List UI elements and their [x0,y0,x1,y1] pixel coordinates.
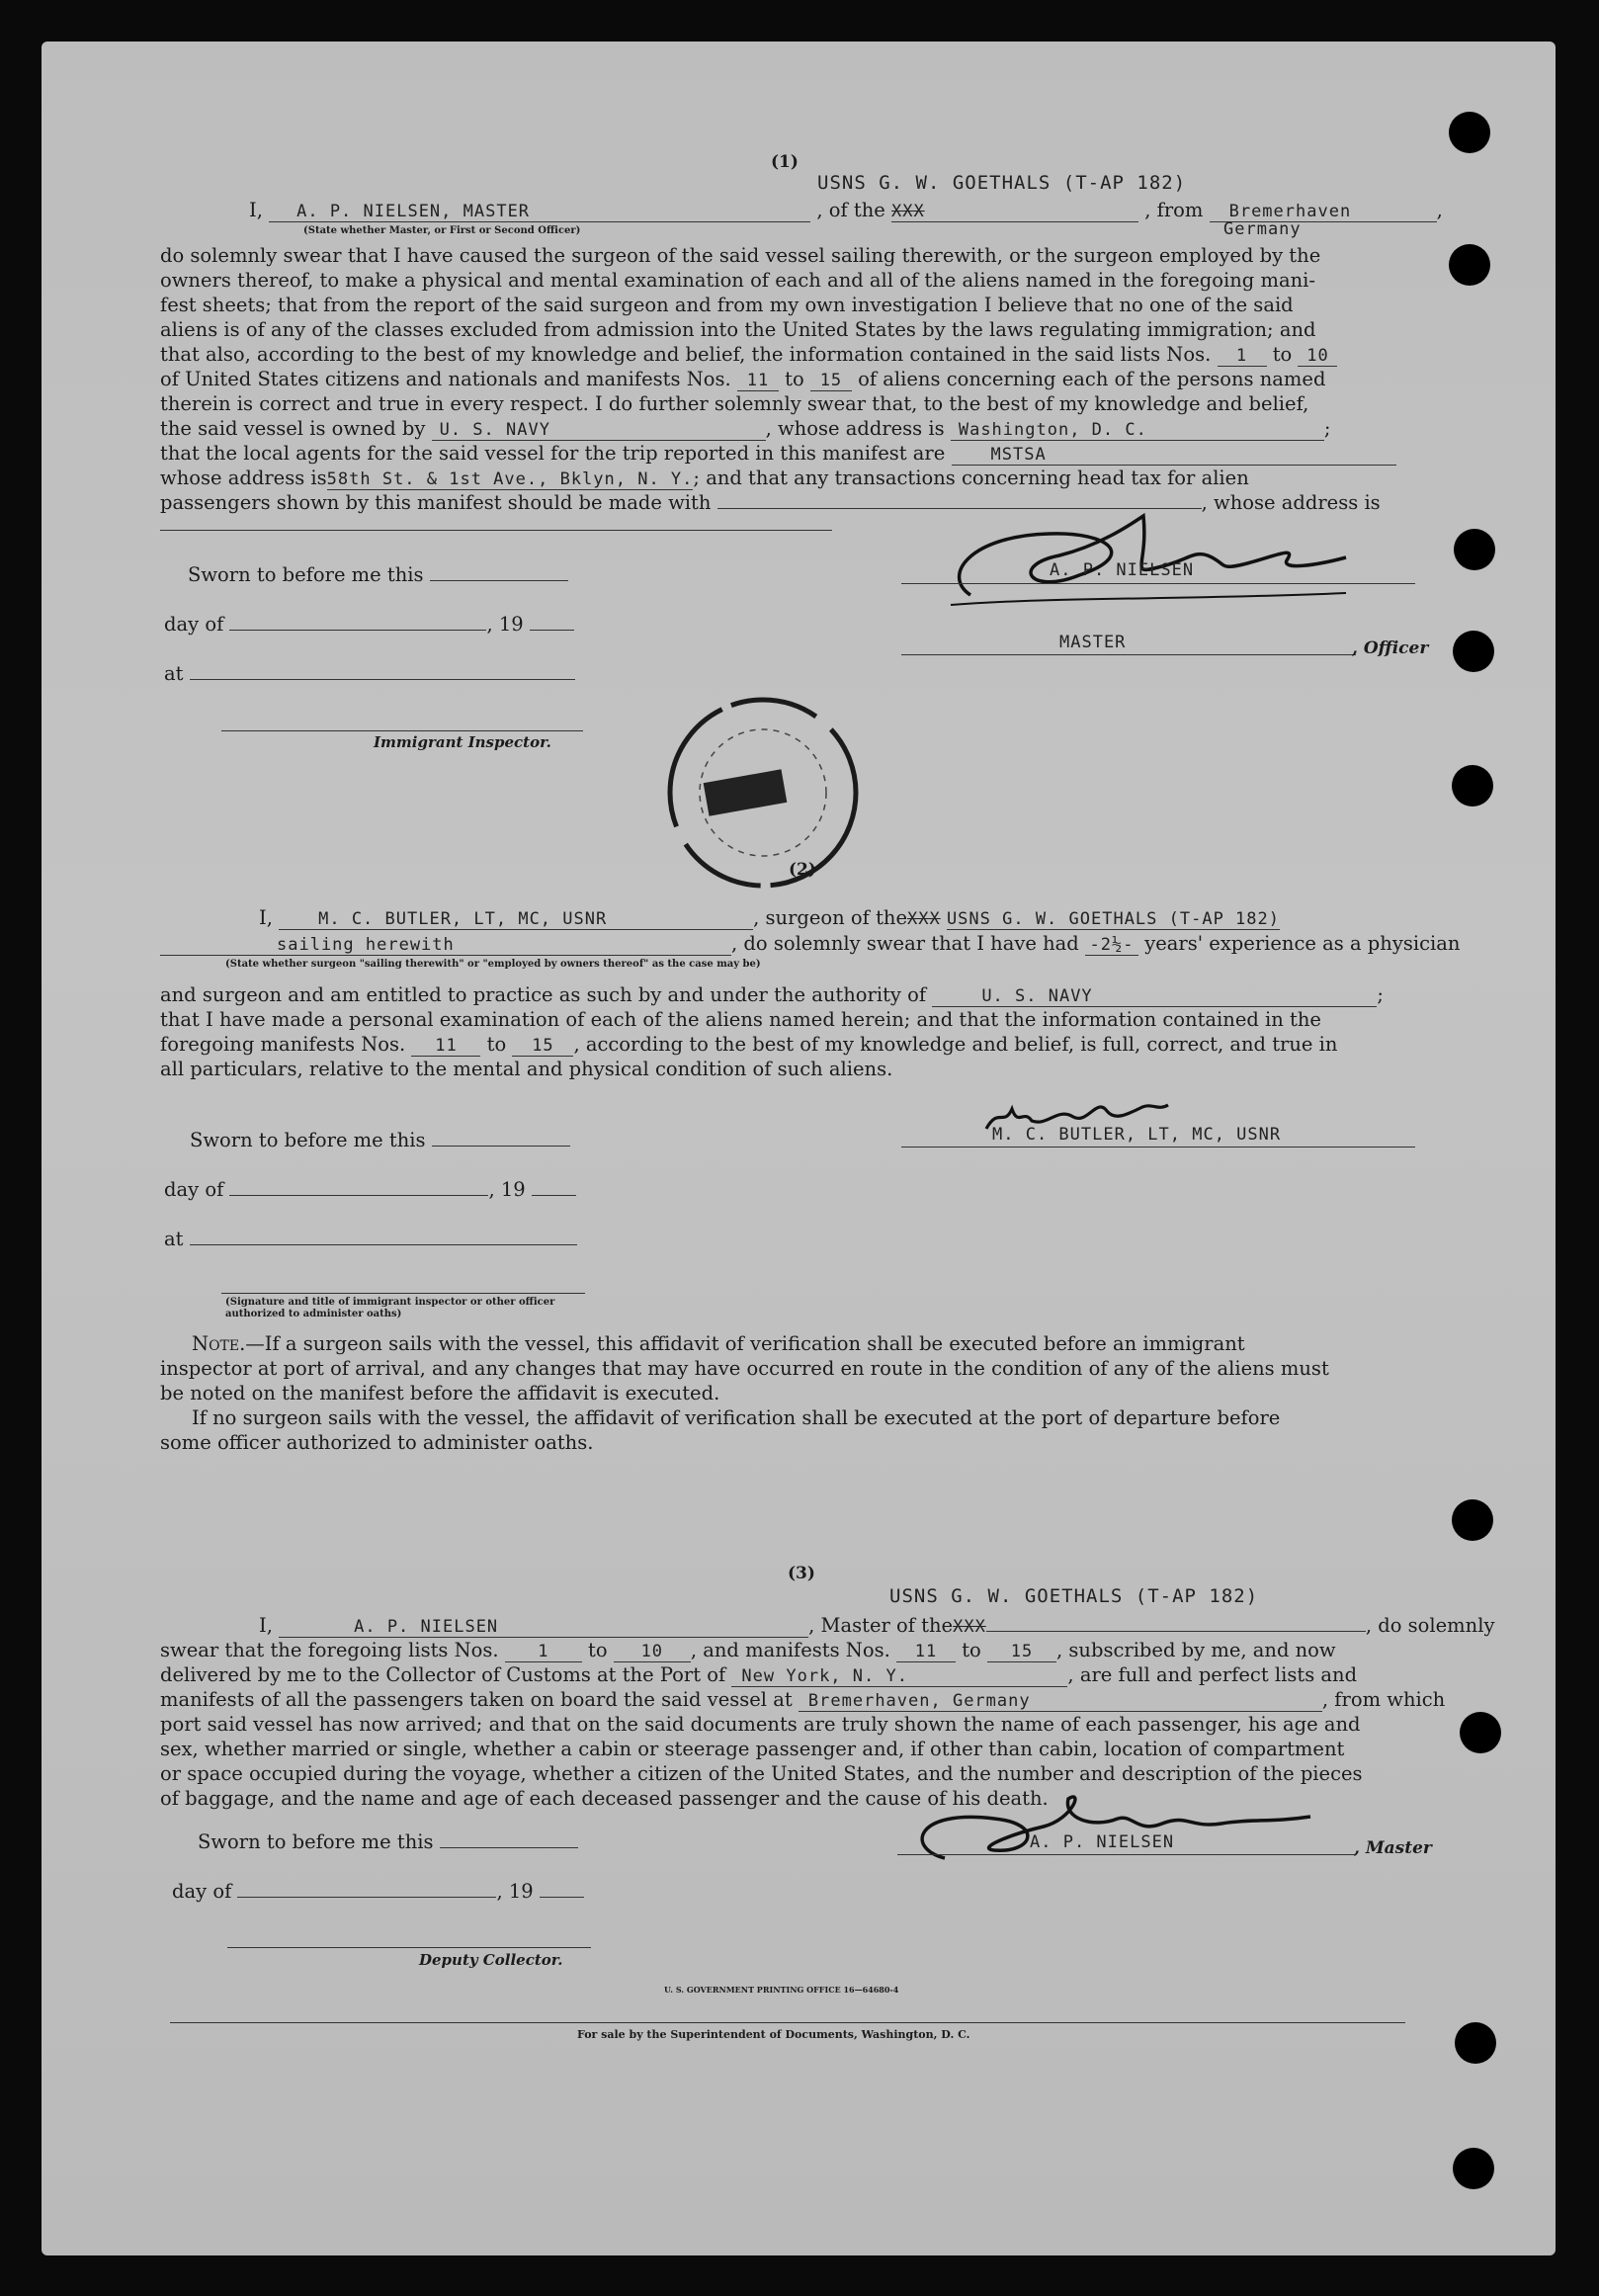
customs-port-line: delivered by me to the Collector of Customs at the Port of New York, N. Y. , are full and perfect lists and [160,1663,1358,1686]
departure-port-field: Bremerhaven [1210,202,1437,222]
collector-caption: Deputy Collector. [419,1951,563,1969]
binder-hole [1452,765,1493,807]
sec3-manifests-to: 15 [987,1642,1056,1662]
sec2-manifests-to: 15 [512,1036,573,1057]
sec2-body-line: that I have made a personal examination of each of the aliens named herein; and that the information contained in the [160,1008,1321,1031]
sec1-body-line: owners thereof, to make a physical and mental examination of each and all of the aliens named in the foregoing mani- [160,269,1315,292]
sec1-body-line: fest sheets; that from the report of the said surgeon and from my own investigation I believe that no one of the said [160,294,1294,316]
master-name-field: A. P. NIELSEN, MASTER [269,202,810,222]
owner-field: U. S. NAVY [432,420,766,441]
binder-hole [1455,2022,1496,2064]
officer-label: , Officer [1352,638,1429,658]
master-signer-name-2: A. P. NIELSEN [1030,1832,1175,1852]
sale-note: For sale by the Superintendent of Documents, Washington, D. C. [577,2028,970,2041]
agents-line: that the local agents for the said vessel for the trip reported in this manifest are MSTSA [160,441,1474,466]
authority-field: U. S. NAVY [932,986,1377,1007]
manifest-page [42,42,1556,2255]
at-label: at [164,662,575,685]
departure-port-field: Bremerhaven, Germany [799,1691,1322,1712]
sailing-line: sailing herewith , do solemnly swear that I have had -2½- years' experience as a physician [160,931,1474,956]
sec3-body-line: port said vessel has now arrived; and that on the said documents are truly shown the name of each passenger, his age and [160,1713,1361,1736]
sec2-manifests-line: foregoing manifests Nos. 11 to 15 , according to the best of my knowledge and belief, is full, correct, and true in [160,1033,1338,1056]
section-number: (3) [788,1564,815,1583]
lists-line: that also, according to the best of my knowledge and belief, the information contained in the said lists Nos. 1 to 10 [160,342,1474,367]
note-line: Note.—If a surgeon sails with the vessel, this affidavit of verification shall be executed before an immigrant [192,1332,1245,1355]
binder-hole [1453,2148,1494,2189]
head-tax-line: passengers shown by this manifest should be made with , whose address is [160,491,1381,514]
rank-caption: (State whether Master, or First or Second Officer) [303,225,581,236]
surgeon-name-field: M. C. BUTLER, LT, MC, USNR [279,909,753,930]
sec3-lists-from: 1 [505,1642,582,1662]
manifests-to-field: 15 [810,371,852,391]
sworn-label: Sworn to before me this [198,1830,578,1853]
note-line: some officer authorized to administer oaths. [160,1431,594,1454]
label-from: , from [1144,199,1204,221]
agents-field: MSTSA [952,445,1396,466]
master-title: MASTER [1059,633,1127,652]
years-field: -2½- [1085,935,1138,956]
binder-hole [1454,529,1495,570]
section-number: (1) [771,152,799,172]
label-of-the: , of the [816,199,885,221]
manifests-from-field: 11 [737,371,779,391]
naturalization-stamp [615,694,911,892]
agents-address-line: whose address is58th St. & 1st Ave., Bklyn, N. Y.; and that any transactions concerning head tax for alien [160,467,1249,489]
note-line: be noted on the manifest before the affidavit is executed. [160,1382,720,1404]
note-line: If no surgeon sails with the vessel, the affidavit of verification shall be executed at the port of departure before [192,1406,1281,1429]
sec1-body-line: therein is correct and true in every respect. I do further solemnly swear that, to the best of my knowledge and belief, [160,392,1309,415]
sailing-field: sailing herewith [160,935,731,956]
departure-line: manifests of all the passengers taken on board the said vessel at Bremerhaven, Germany , from which [160,1688,1446,1711]
sec3-lists-to: 10 [614,1642,691,1662]
authority-line: and surgeon and am entitled to practice as such by and under the authority of U. S. NAVY ; [160,983,1384,1006]
vessel-name: USNS G. W. GOETHALS (T-AP 182) [817,172,1187,194]
lists-to-field: 10 [1298,346,1337,367]
country-text: Germany [1223,219,1302,239]
sec3-body-line: of baggage, and the name and age of each deceased passenger and the cause of his death. [160,1787,1049,1810]
master-signature-2 [895,1779,1320,1878]
master-line: I, A. P. NIELSEN, MASTER , of the XXX , from Bremerhaven , [249,199,1443,221]
sec1-body-line: do solemnly swear that I have caused the surgeon of the said vessel sailing therewith, or the surgeon employed by the [160,244,1321,267]
surgeon-line: I, M. C. BUTLER, LT, MC, USNR , surgeon of theXXX USNS G. W. GOETHALS (T-AP 182) [259,906,1280,929]
sec2-manifests-from: 11 [411,1036,480,1057]
printing-office-note: U. S. GOVERNMENT PRINTING OFFICE 16—64680-4 [664,1985,899,1995]
day-of-label: day of , 19 [164,613,574,636]
sec3-master-field: A. P. NIELSEN [279,1617,808,1638]
surgeon-caption: (State whether surgeon "sailing therewith" or "employed by owners thereof" as the case may be) [225,959,761,970]
vessel-name: USNS G. W. GOETHALS (T-AP 182) [889,1585,1259,1607]
sworn-label: Sworn to before me this [190,1129,570,1151]
note-line: inspector at port of arrival, and any changes that may have occurred en route in the condition of any of the aliens must [160,1357,1329,1380]
day-of-label: day of , 19 [172,1880,584,1903]
owner-address-field: Washington, D. C. [951,420,1324,441]
sec3-master-line: I, A. P. NIELSEN , Master of theXXX , do solemnly [259,1614,1495,1637]
customs-port-field: New York, N. Y. [731,1666,1067,1687]
owner-line: the said vessel is owned by U. S. NAVY , whose address is Washington, D. C. ; [160,417,1331,440]
binder-hole [1449,112,1490,153]
sec2-body-line: all particulars, relative to the mental and physical condition of such aliens. [160,1058,893,1080]
sec3-manifests-from: 11 [896,1642,956,1662]
lists-from-field: 1 [1218,346,1267,367]
sec3-body-line: or space occupied during the voyage, whether a citizen of the United States, and the number and description of the pieces [160,1762,1363,1785]
sec3-lists-line: swear that the foregoing lists Nos. 1 to 10 , and manifests Nos. 11 to 15 , subscribed by me, and now [160,1639,1336,1661]
surgeon-signer-name: M. C. BUTLER, LT, MC, USNR [992,1125,1282,1145]
inspector-title-caption: (Signature and title of immigrant inspector or other officer authorized to administer oaths) [225,1297,555,1319]
sec1-body-line: aliens is of any of the classes excluded from admission into the United States by the laws regulating immigration; and [160,318,1316,341]
struck-out-text: XXX [891,202,925,221]
master-signer-name: A. P. NIELSEN [1050,560,1195,580]
manifests-line: of United States citizens and nationals and manifests Nos. 11 to 15 of aliens concerning each of the persons named [160,368,1326,390]
surgeon-vessel-field: USNS G. W. GOETHALS (T-AP 182) [946,909,1280,929]
section-number: (2) [789,860,816,880]
sworn-label: Sworn to before me this [188,563,568,586]
label-i: I, [249,199,263,221]
binder-hole [1452,1499,1493,1541]
binder-hole [1453,631,1494,672]
inspector-caption: Immigrant Inspector. [374,733,551,751]
master-label: , Master [1354,1838,1432,1858]
at-label: at [164,1228,577,1250]
sec3-body-line: sex, whether married or single, whether a cabin or steerage passenger and, if other than cabin, location of compartment [160,1738,1345,1760]
day-of-label: day of , 19 [164,1178,576,1201]
agents-address-field: 58th St. & 1st Ave., Bklyn, N. Y. [326,469,694,489]
